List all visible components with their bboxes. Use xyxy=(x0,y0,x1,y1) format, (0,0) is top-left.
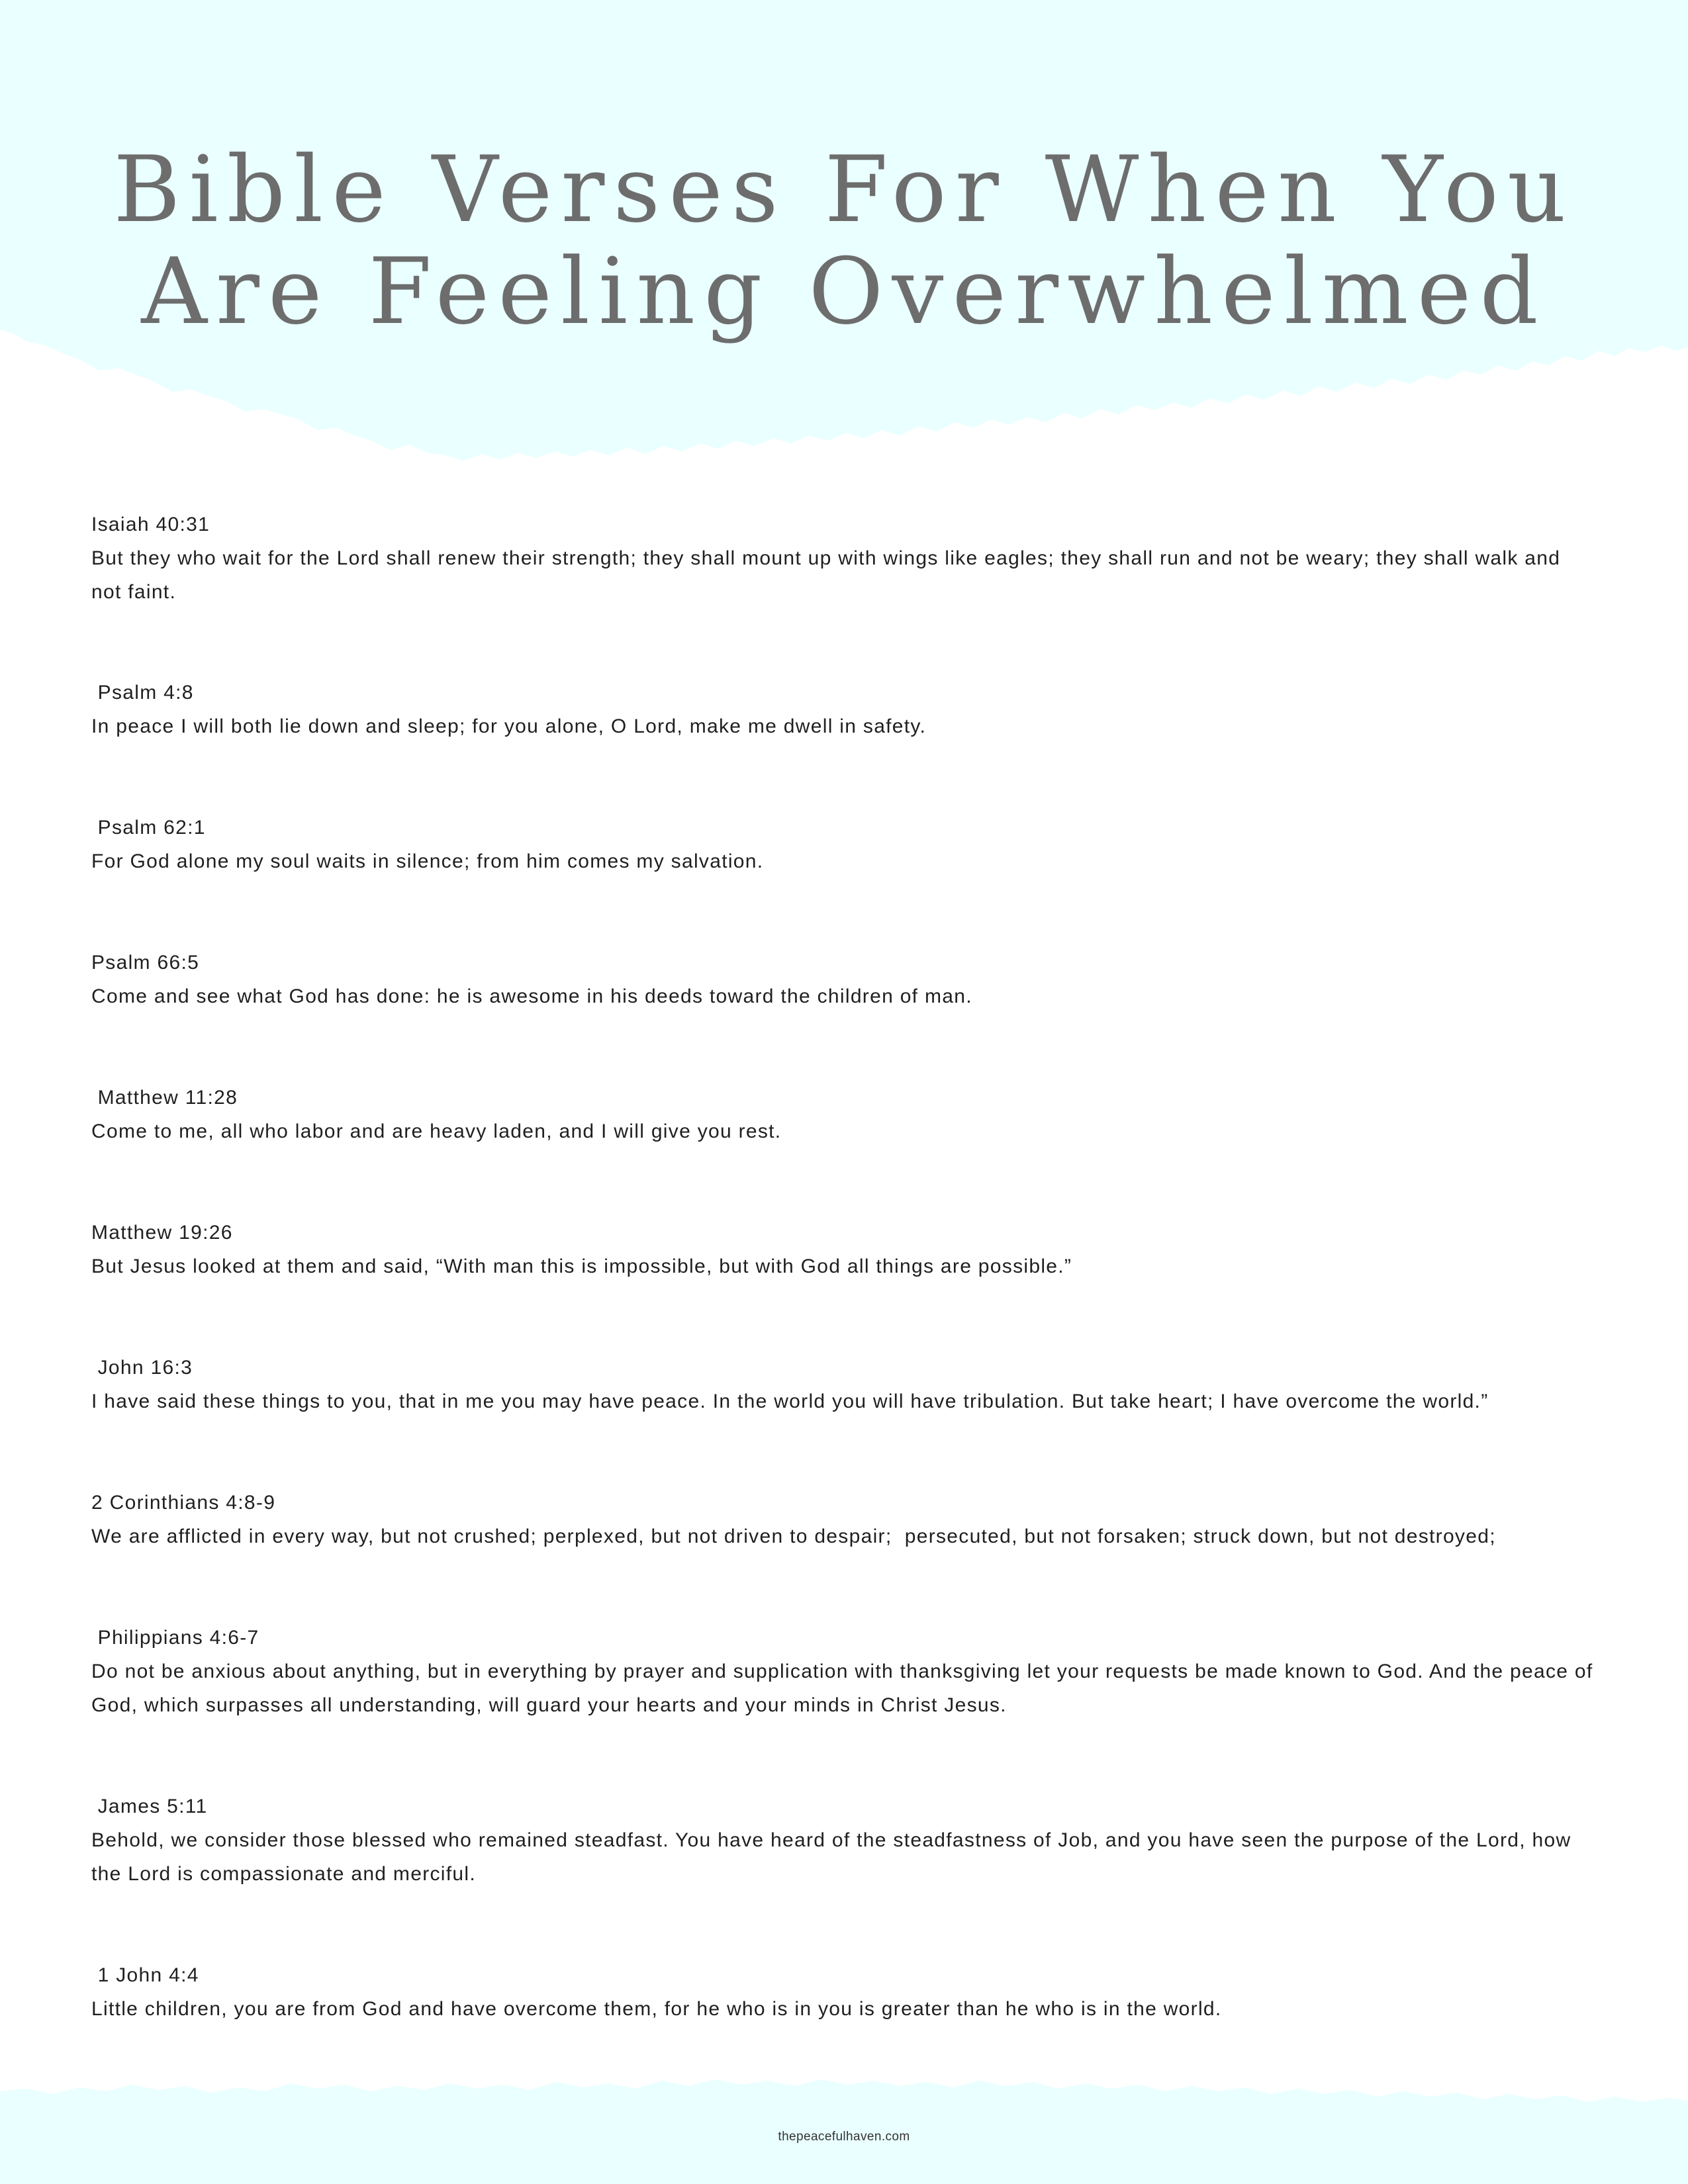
verse-block xyxy=(91,508,1594,609)
verse-text: Behold, we consider those blessed who remained steadfast. You have heard of the steadfastness of Job, and you have seen the purpose of the Lord, how the Lord is compassionate and merciful. xyxy=(91,1829,1578,1885)
verse-text: But they who wait for the Lord shall renew their strength; they shall mount up with wings like eagles; they shall run and not be weary; they shall walk and not faint. xyxy=(91,547,1567,603)
page-title: Bible Verses For When You Are Feeling Overwhelmed xyxy=(113,136,1575,345)
verse-reference: Philippians 4:6-7 xyxy=(91,1627,259,1649)
verse-text: I have said these things to you, that in me you may have peace. In the world you will have tribulation. But take heart; I have overcome the world.” xyxy=(91,1390,1489,1412)
verse-text: Do not be anxious about anything, but in everything by prayer and supplication with thanksgiving let your requests be made known to God. And the peace of God, which surpasses all understanding, will guard your hearts and your minds in Christ Jesus. xyxy=(91,1661,1600,1716)
verse-reference: 1 John 4:4 xyxy=(91,1964,199,1986)
verse-text: Come and see what God has done: he is awesome in his deeds toward the children of man. xyxy=(91,985,972,1007)
verse-block xyxy=(91,1958,1594,2026)
footer-website: thepeacefulhaven.com xyxy=(778,2130,910,2144)
verse-block xyxy=(91,811,1594,878)
verse-text: In peace I will both lie down and sleep; for you alone, O Lord, make me dwell in safety. xyxy=(91,715,927,737)
verse-reference: Psalm 66:5 xyxy=(91,952,200,974)
verse-reference: James 5:11 xyxy=(91,1796,208,1817)
verse-text: Little children, you are from God and have overcome them, for he who is in you is greater than he who is in the world. xyxy=(91,1998,1222,2020)
verse-reference: Psalm 62:1 xyxy=(91,817,206,839)
verse-block xyxy=(91,1081,1594,1148)
verse-text: We are afflicted in every way, but not crushed; perplexed, but not driven to despair; persecuted, but not forsaken; struck down, but not destroyed; xyxy=(91,1525,1496,1547)
verse-reference: Isaiah 40:31 xyxy=(91,514,211,535)
verse-block xyxy=(91,1351,1594,1418)
verse-block xyxy=(91,946,1594,1013)
verse-block xyxy=(91,676,1594,743)
verse-reference: 2 Corinthians 4:8-9 xyxy=(91,1492,276,1514)
verse-block xyxy=(91,1486,1594,1553)
verse-block xyxy=(91,1621,1600,1722)
verse-text: Come to me, all who labor and are heavy laden, and I will give you rest. xyxy=(91,1120,782,1142)
verse-reference: Matthew 19:26 xyxy=(91,1222,233,1244)
verse-block xyxy=(91,1790,1594,1891)
verse-block xyxy=(91,1216,1594,1283)
verse-reference: John 16:3 xyxy=(91,1357,193,1379)
verse-reference: Matthew 11:28 xyxy=(91,1087,238,1109)
footer-background-band xyxy=(0,2071,1688,2184)
verse-text: But Jesus looked at them and said, “With man this is impossible, but with God all things are possible.” xyxy=(91,1255,1072,1277)
verse-reference: Psalm 4:8 xyxy=(91,682,194,704)
verse-text: For God alone my soul waits in silence; from him comes my salvation. xyxy=(91,850,764,872)
